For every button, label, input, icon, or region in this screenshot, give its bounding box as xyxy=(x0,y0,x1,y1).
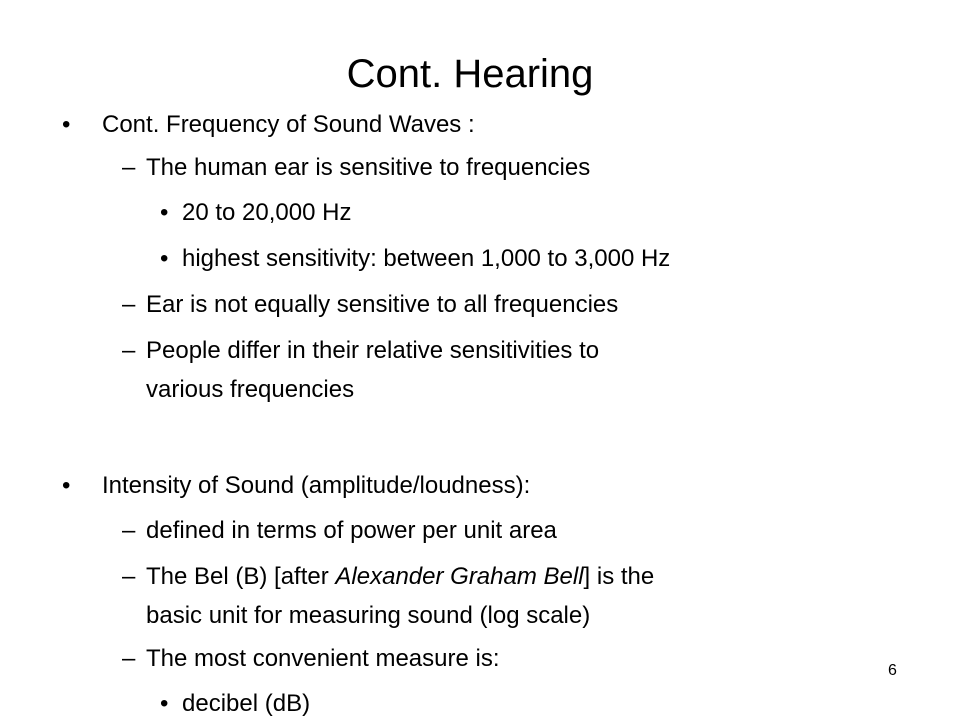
bel-item-line1 xyxy=(146,561,654,593)
intensity-heading: Intensity of Sound (amplitude/loudness): xyxy=(102,472,531,499)
bullet-marker: • xyxy=(160,245,169,272)
people-differ-item-line1: People differ in their relative sensitivities to xyxy=(146,337,600,364)
slide-title: Cont. Hearing xyxy=(346,52,594,96)
bullet-marker: • xyxy=(62,111,71,138)
dash-marker: – xyxy=(122,563,136,590)
power-per-area-item: defined in terms of power per unit area xyxy=(146,517,557,544)
bel-item-line2: basic unit for measuring sound (log scale) xyxy=(146,602,591,629)
bel-text-before: The Bel (B) [after xyxy=(146,563,336,590)
dash-marker: – xyxy=(122,517,136,544)
decibel-item: decibel (dB) xyxy=(182,690,311,717)
bullet-marker: • xyxy=(160,199,169,226)
dash-marker: – xyxy=(122,154,136,181)
frequency-range-item: 20 to 20,000 Hz xyxy=(182,199,352,226)
dash-marker: – xyxy=(122,291,136,318)
bel-text-after: ] is the xyxy=(583,563,655,590)
dash-marker: – xyxy=(122,337,136,364)
highest-sensitivity-item: highest sensitivity: between 1,000 to 3,000 Hz xyxy=(182,245,671,272)
people-differ-item-line2: various frequencies xyxy=(146,376,355,403)
not-equal-item: Ear is not equally sensitive to all frequencies xyxy=(146,291,619,318)
bel-inventor-name: Alexander Graham Bell xyxy=(335,563,584,590)
dash-marker: – xyxy=(122,645,136,672)
frequency-heading: Cont. Frequency of Sound Waves : xyxy=(102,111,475,138)
convenient-measure-item: The most convenient measure is: xyxy=(146,645,500,672)
bullet-marker: • xyxy=(62,472,71,499)
page-number: 6 xyxy=(888,662,897,679)
bullet-marker: • xyxy=(160,690,169,717)
ear-sensitive-item: The human ear is sensitive to frequencies xyxy=(146,154,591,181)
